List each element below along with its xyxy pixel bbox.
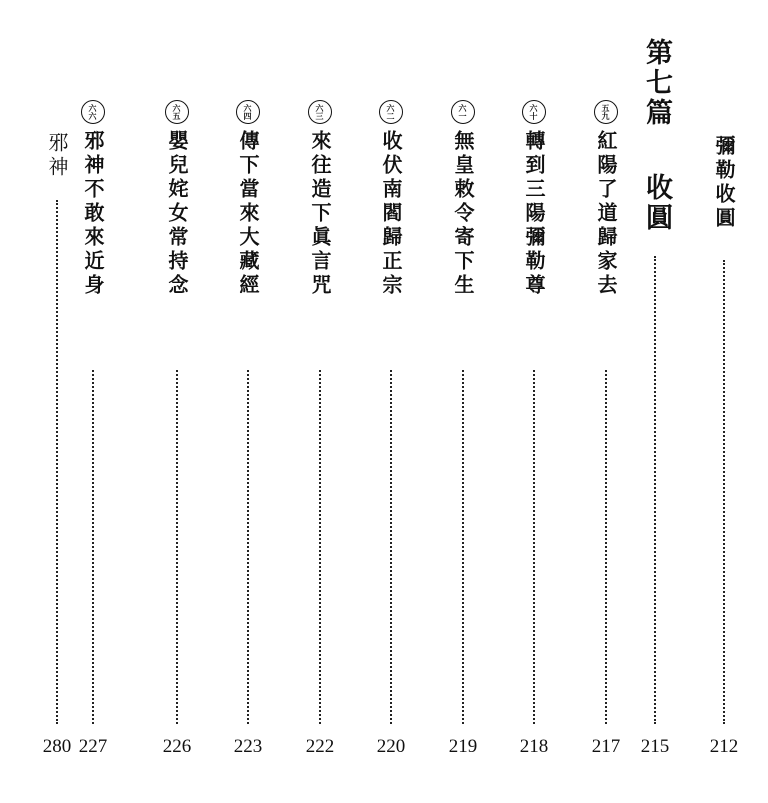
dot-leader (56, 200, 58, 724)
page-number: 280 (42, 736, 72, 757)
entry-number-marker: 六三 (308, 100, 332, 124)
page-number: 219 (448, 736, 478, 757)
entry-title: 邪神 (45, 132, 69, 180)
entry-title: 無皇敕令寄下生 (451, 130, 475, 298)
page-number: 215 (640, 736, 670, 757)
entry-number-marker: 六二 (379, 100, 403, 124)
entry-title: 轉到三陽彌勒尊 (522, 130, 546, 298)
dot-leader (390, 370, 392, 724)
entry-title: 來往造下眞言咒 (308, 130, 332, 298)
toc-entry[interactable] (42, 132, 72, 758)
toc-entry[interactable] (448, 100, 478, 758)
dot-leader (533, 370, 535, 724)
dot-leader (723, 260, 725, 724)
page-number: 226 (162, 736, 192, 757)
entry-title: 傳下當來大藏經 (236, 130, 260, 298)
dot-leader (247, 370, 249, 724)
chapter-subtitle: 收圓 (641, 173, 672, 233)
entry-number-marker: 五九 (594, 100, 618, 124)
dot-leader (462, 370, 464, 724)
chapter-title: 第七篇 (641, 38, 672, 128)
entry-title: 彌勒收圓 (712, 135, 736, 231)
toc-entry[interactable] (305, 100, 335, 758)
dot-leader (605, 370, 607, 724)
toc-entry[interactable] (709, 135, 739, 758)
toc-entry[interactable] (233, 100, 263, 758)
page-number: 222 (305, 736, 335, 757)
toc-entry[interactable] (376, 100, 406, 758)
toc-entry[interactable] (162, 100, 192, 758)
dot-leader (176, 370, 178, 724)
entry-title: 紅陽了道歸家去 (594, 130, 618, 298)
toc-entry[interactable] (591, 100, 621, 758)
page-number: 217 (591, 736, 621, 757)
entry-number-marker: 六四 (236, 100, 260, 124)
toc-entry[interactable] (519, 100, 549, 758)
dot-leader (319, 370, 321, 724)
entry-number-marker: 六五 (165, 100, 189, 124)
entry-number-marker: 六十 (522, 100, 546, 124)
page-number: 212 (709, 736, 739, 757)
page-number: 218 (519, 736, 549, 757)
dot-leader (654, 256, 656, 724)
entry-title: 邪神不敢來近身 (81, 130, 105, 298)
entry-title: 收伏南閻歸正宗 (379, 130, 403, 298)
dot-leader (92, 370, 94, 724)
entry-number-marker: 六一 (451, 100, 475, 124)
entry-title: 嬰兒姹女常持念 (165, 130, 189, 298)
toc-entry[interactable] (78, 100, 108, 758)
page-number: 223 (233, 736, 263, 757)
page-number: 220 (376, 736, 406, 757)
entry-number-marker: 六六 (81, 100, 105, 124)
page-number: 227 (78, 736, 108, 757)
chapter-heading[interactable] (636, 38, 676, 758)
